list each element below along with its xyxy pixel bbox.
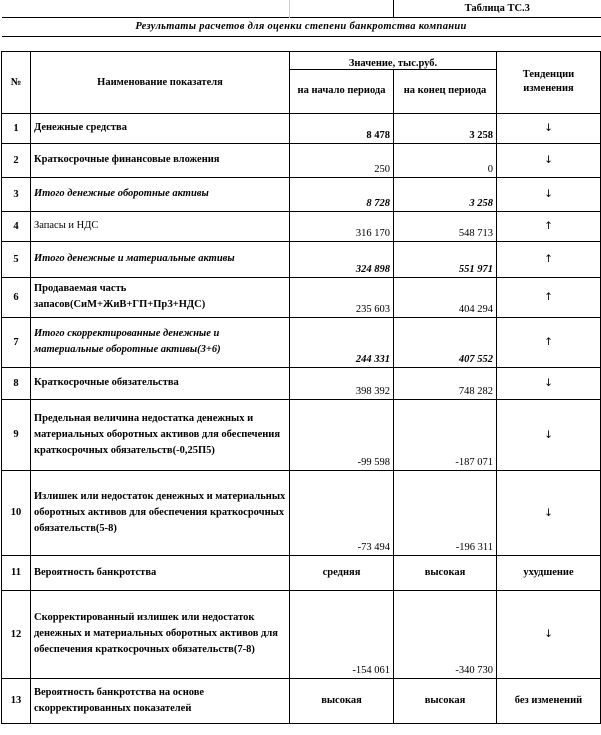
trend-down-arrow-icon: ↓ xyxy=(497,399,601,470)
header-num: № xyxy=(2,51,31,113)
value-end: 548 713 xyxy=(394,211,497,241)
row-label: Продаваемая часть запасов(СиМ+ЖиВ+ГП+ПрЗ+НДС) xyxy=(31,277,290,317)
value-end: 0 xyxy=(394,143,497,177)
table-row xyxy=(2,470,601,555)
bankruptcy-table xyxy=(1,0,601,724)
value-end: -196 311 xyxy=(394,470,497,555)
trend-down-arrow-icon: ↓ xyxy=(497,590,601,678)
trend-down-arrow-icon: ↓ xyxy=(497,367,601,399)
value-start: -99 598 xyxy=(290,399,394,470)
trend-down-arrow-icon: ↓ xyxy=(497,470,601,555)
row-label: Предельная величина недостатка денежных и материальных оборотных активов для обеспечения краткосрочных обязательств(-0,25П5) xyxy=(31,399,290,470)
row-label: Краткосрочные финансовые вложения xyxy=(31,143,290,177)
row-label: Запасы и НДС xyxy=(31,211,290,241)
value-start: 250 xyxy=(290,143,394,177)
value-start: высокая xyxy=(290,678,394,723)
value-start: средняя xyxy=(290,555,394,590)
value-start: 398 392 xyxy=(290,367,394,399)
table-row xyxy=(2,277,601,317)
trend-text: ухудшение xyxy=(497,555,601,590)
table-row xyxy=(2,241,601,277)
header-trend: Тенденции изменения xyxy=(497,51,601,113)
header-end: на конец периода xyxy=(394,69,497,113)
row-number: 8 xyxy=(2,367,31,399)
table-title: Результаты расчетов для оценки степени банкротства компании xyxy=(2,17,601,36)
row-number: 6 xyxy=(2,277,31,317)
table-row xyxy=(2,590,601,678)
table-row xyxy=(2,555,601,590)
trend-down-arrow-icon: ↓ xyxy=(497,143,601,177)
row-number: 2 xyxy=(2,143,31,177)
value-start: -154 061 xyxy=(290,590,394,678)
row-label: Вероятность банкротства xyxy=(31,555,290,590)
row-label: Излишек или недостаток денежных и материальных оборотных активов для обеспечения краткосрочных обязательств(5-8) xyxy=(31,470,290,555)
table-label: Таблица ТС.3 xyxy=(394,0,601,17)
value-end: 3 258 xyxy=(394,113,497,143)
row-number: 7 xyxy=(2,317,31,367)
value-start: 235 603 xyxy=(290,277,394,317)
trend-down-arrow-icon: ↓ xyxy=(497,177,601,211)
value-end: 407 552 xyxy=(394,317,497,367)
row-label: Итого скорректированные денежные и материальные оборотные активы(3+6) xyxy=(31,317,290,367)
value-end: высокая xyxy=(394,555,497,590)
row-number: 10 xyxy=(2,470,31,555)
value-end: высокая xyxy=(394,678,497,723)
table-row xyxy=(2,678,601,723)
trend-down-arrow-icon: ↓ xyxy=(497,113,601,143)
row-number: 3 xyxy=(2,177,31,211)
value-start: 324 898 xyxy=(290,241,394,277)
value-start: 8 728 xyxy=(290,177,394,211)
value-start: 244 331 xyxy=(290,317,394,367)
table-row xyxy=(2,177,601,211)
table-row xyxy=(2,143,601,177)
trend-up-arrow-icon: ↑ xyxy=(497,241,601,277)
row-number: 13 xyxy=(2,678,31,723)
row-label: Скорректированный излишек или недостаток денежных и материальных оборотных активов для обеспечения краткосрочных обязательств(7-8) xyxy=(31,590,290,678)
trend-text: без изменений xyxy=(497,678,601,723)
row-label: Краткосрочные обязательства xyxy=(31,367,290,399)
trend-up-arrow-icon: ↑ xyxy=(497,317,601,367)
row-number: 5 xyxy=(2,241,31,277)
row-number: 11 xyxy=(2,555,31,590)
row-number: 4 xyxy=(2,211,31,241)
value-start: 316 170 xyxy=(290,211,394,241)
table-row xyxy=(2,367,601,399)
value-start: -73 494 xyxy=(290,470,394,555)
row-number: 1 xyxy=(2,113,31,143)
header-start: на начало периода xyxy=(290,69,394,113)
table-row xyxy=(2,317,601,367)
table-row xyxy=(2,211,601,241)
row-label: Денежные средства xyxy=(31,113,290,143)
value-end: -340 730 xyxy=(394,590,497,678)
table-row xyxy=(2,113,601,143)
header-value-group: Значение, тыс.руб. xyxy=(290,51,497,69)
row-label: Итого денежные и материальные активы xyxy=(31,241,290,277)
row-number: 12 xyxy=(2,590,31,678)
row-label: Итого денежные оборотные активы xyxy=(31,177,290,211)
value-end: 3 258 xyxy=(394,177,497,211)
trend-up-arrow-icon: ↑ xyxy=(497,277,601,317)
row-number: 9 xyxy=(2,399,31,470)
value-end: -187 071 xyxy=(394,399,497,470)
table-row xyxy=(2,399,601,470)
value-start: 8 478 xyxy=(290,113,394,143)
trend-up-arrow-icon: ↑ xyxy=(497,211,601,241)
header-name: Наименование показателя xyxy=(31,51,290,113)
row-label: Вероятность банкротства на основе скорректированных показателей xyxy=(31,678,290,723)
value-end: 404 294 xyxy=(394,277,497,317)
value-end: 748 282 xyxy=(394,367,497,399)
value-end: 551 971 xyxy=(394,241,497,277)
